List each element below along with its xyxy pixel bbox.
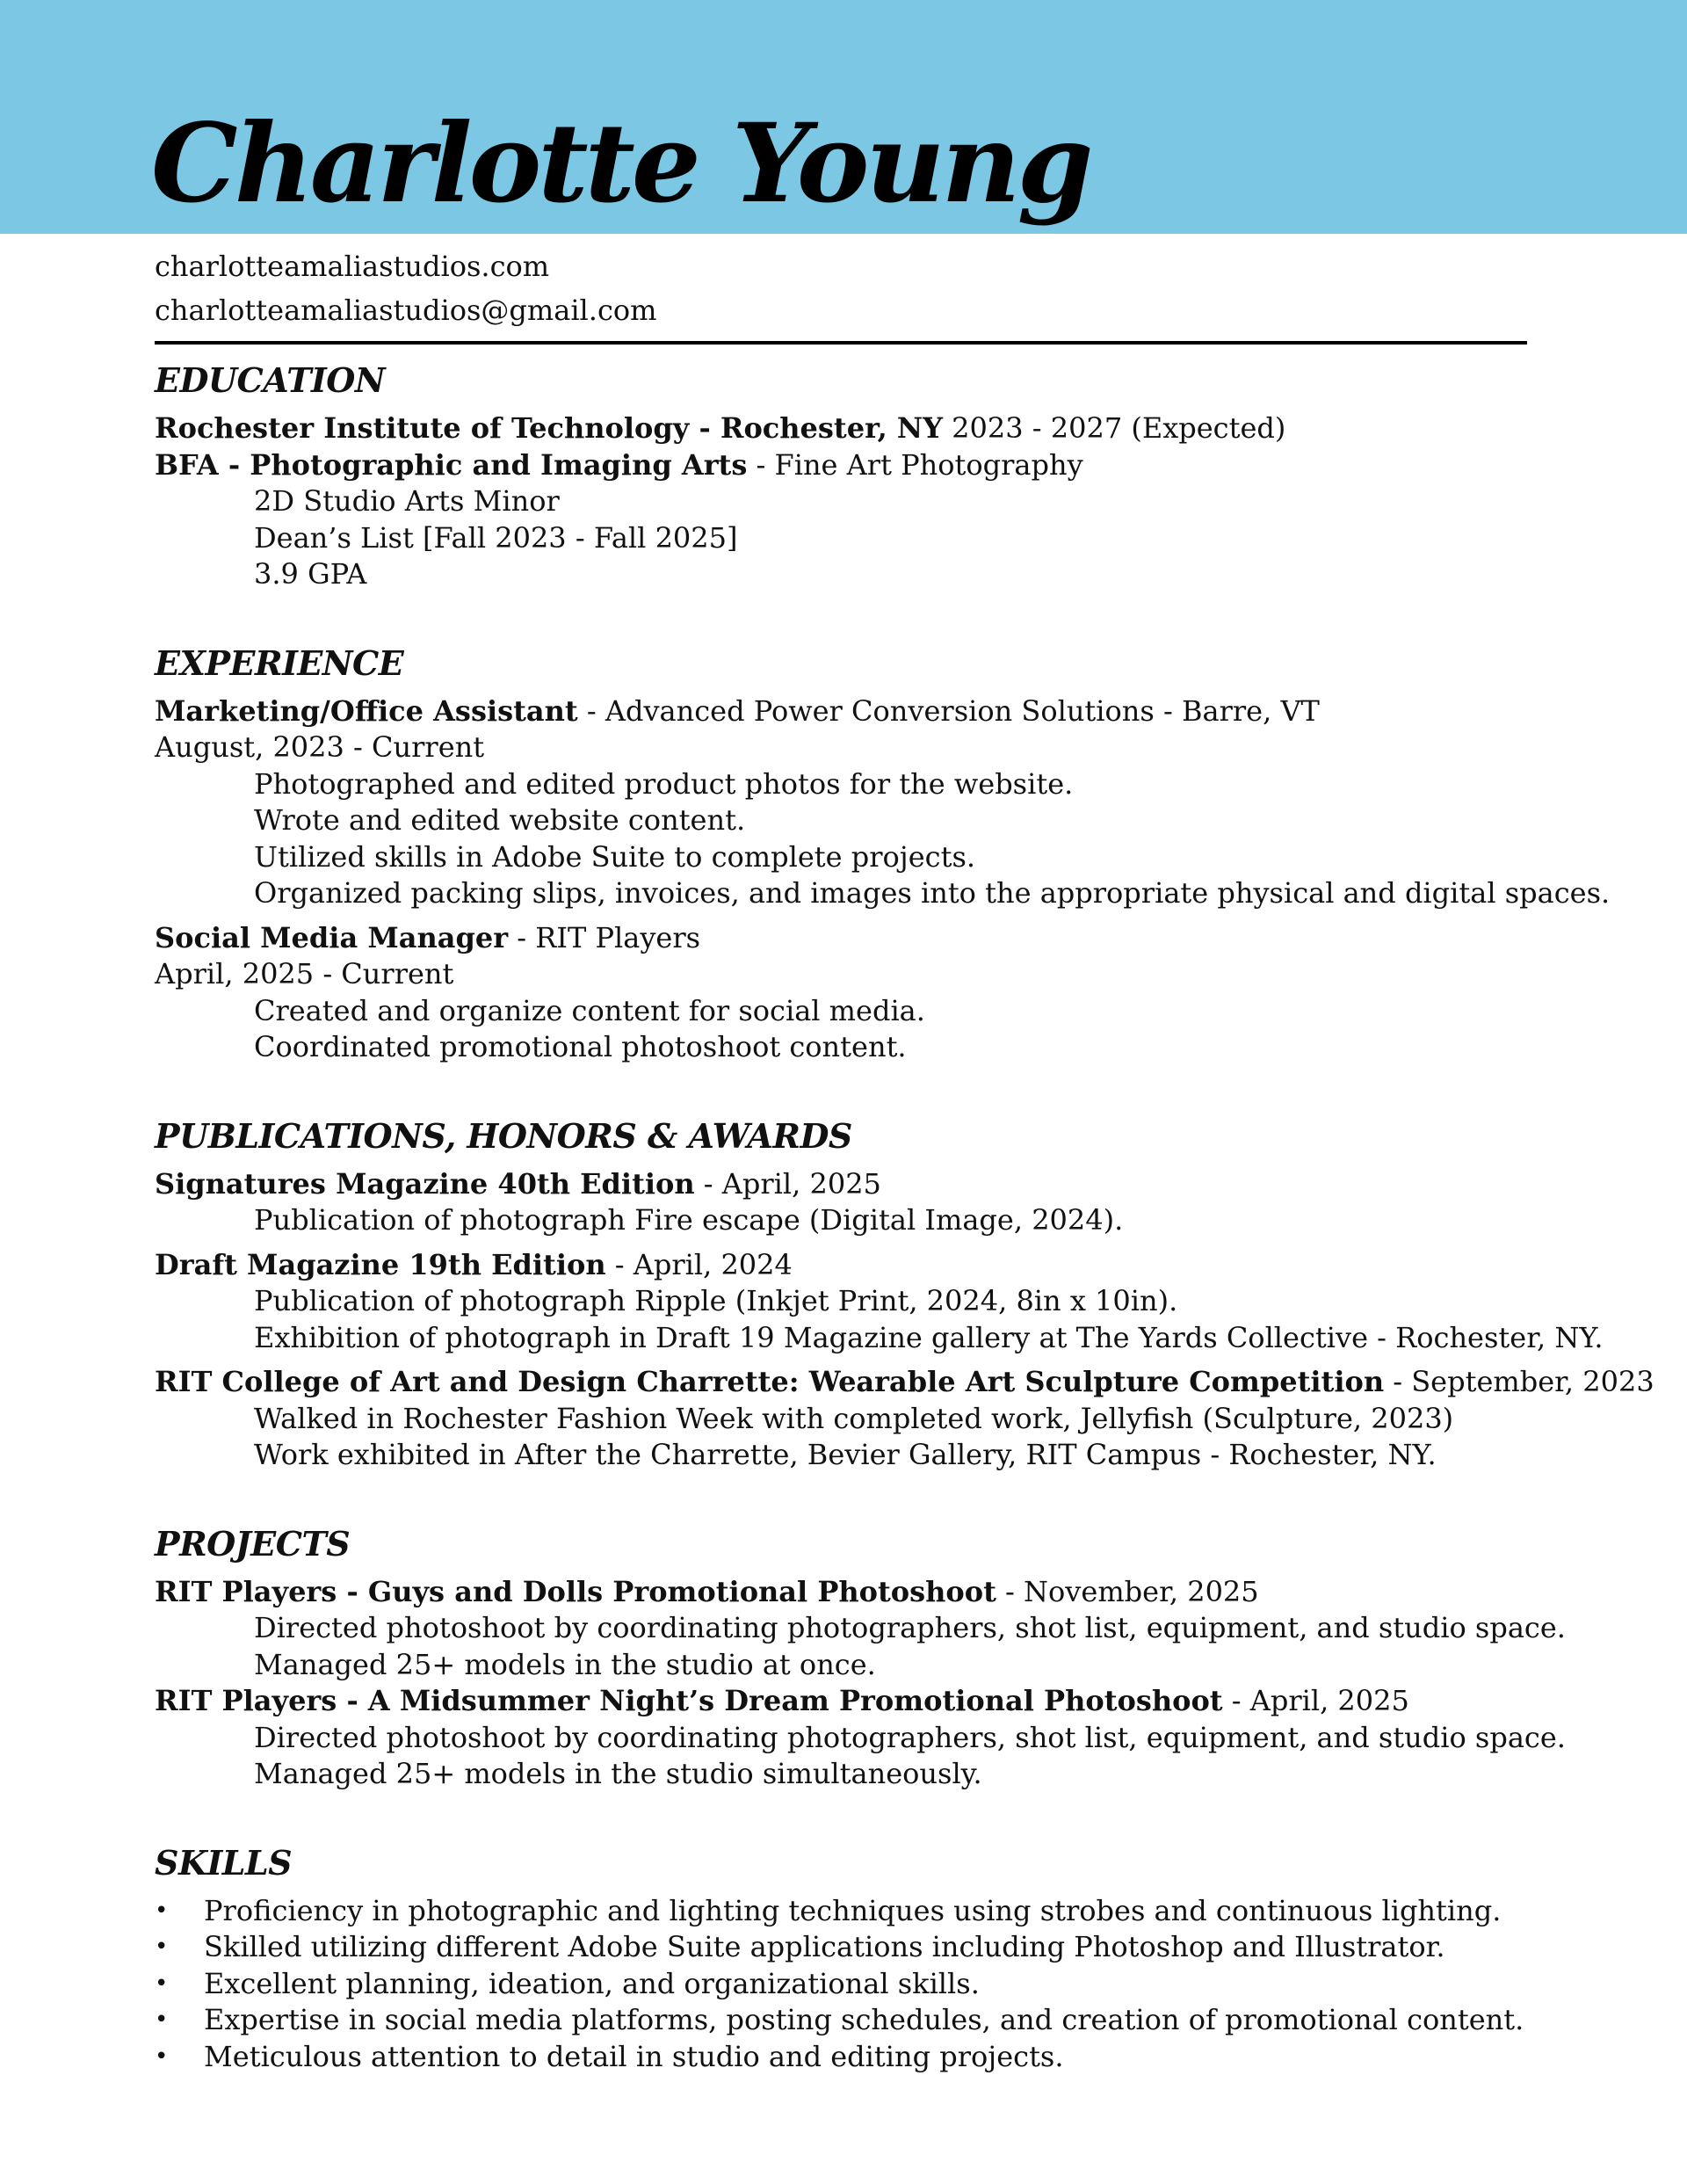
job-dates: April, 2025 - Current <box>155 957 454 990</box>
publication-date: - September, 2023 <box>1384 1365 1654 1398</box>
skill-item: • Meticulous attention to detail in studio and editing projects. <box>155 2039 1539 2076</box>
job-bullet: Photographed and edited product photos for the website. <box>254 766 1074 801</box>
publication-detail: Publication of photograph Ripple (Inkjet Print, 2024, 8in x 10in). <box>254 1284 1178 1317</box>
project-name: RIT Players - Guys and Dolls Promotional Photoshoot <box>155 1574 996 1608</box>
projects-section <box>155 1520 1566 1793</box>
skill-item: • Excellent planning, ideation, and organizational skills. <box>155 1966 1539 2003</box>
project-detail: Directed photoshoot by coordinating photographers, shot list, equipment, and studio space. <box>254 1611 1566 1644</box>
publications-section <box>155 1112 1654 1474</box>
project-detail: Directed photoshoot by coordinating photographers, shot list, equipment, and studio space. <box>254 1720 1566 1754</box>
skills-section <box>155 1839 1539 2076</box>
project-entry <box>155 1574 1566 1684</box>
job-bullet: Organized packing slips, invoices, and images into the appropriate physical and digital spaces. <box>254 876 1611 910</box>
project-date: - April, 2025 <box>1222 1684 1409 1717</box>
publication-date: - April, 2025 <box>694 1166 881 1201</box>
section-title: SKILLS <box>155 1842 293 1883</box>
degree-focus: - Fine Art Photography <box>747 447 1083 482</box>
job-role: Marketing/Office Assistant <box>155 693 578 728</box>
school-name: Rochester Institute of Technology - Rochester, NY <box>155 411 943 445</box>
degree-name: BFA - Photographic and Imaging Arts <box>155 447 748 482</box>
job-header <box>155 693 1539 730</box>
education-section <box>155 356 1539 593</box>
job-org: - Advanced Power Conversion Solutions - Barre, VT <box>577 693 1320 728</box>
job-entry <box>155 920 1539 1066</box>
contact-info <box>155 244 656 332</box>
job-bullet: Coordinated promotional photoshoot content. <box>254 1030 907 1063</box>
job-entry <box>155 693 1611 912</box>
job-bullet: Wrote and edited website content. <box>254 803 746 837</box>
publication-entry <box>155 1247 1604 1357</box>
skills-list <box>155 1893 1539 2076</box>
school-dates: 2023 - 2027 (Expected) <box>942 411 1286 445</box>
project-date: - November, 2025 <box>996 1574 1259 1608</box>
section-title: PUBLICATIONS, HONORS & AWARDS <box>155 1115 852 1156</box>
section-title: EXPERIENCE <box>155 642 404 683</box>
project-name: RIT Players - A Midsummer Night’s Dream Promotional Photoshoot <box>155 1684 1223 1717</box>
job-header <box>155 920 1539 957</box>
publication-header <box>155 1364 1654 1401</box>
job-bullet: Utilized skills in Adobe Suite to complete projects. <box>254 839 976 874</box>
applicant-name: Charlotte Young <box>151 100 1090 228</box>
skill-item: • Skilled utilizing different Adobe Suite applications including Photoshop and Illustrator. <box>155 1929 1539 1966</box>
education-detail: 2D Studio Arts Minor <box>254 484 560 518</box>
education-detail: Dean’s List [Fall 2023 - Fall 2025] <box>254 520 738 555</box>
job-dates: August, 2023 - Current <box>155 730 485 764</box>
website-link[interactable]: charlotteamaliastudios.com <box>155 250 550 283</box>
publication-detail: Publication of photograph Fire escape (Digital Image, 2024). <box>254 1203 1124 1237</box>
job-role: Social Media Manager <box>155 920 509 954</box>
section-title: PROJECTS <box>155 1523 351 1564</box>
job-org: - RIT Players <box>508 920 701 954</box>
publication-detail: Exhibition of photograph in Draft 19 Magazine gallery at The Yards Collective - Rochester, NY. <box>254 1320 1604 1354</box>
publication-entry <box>155 1166 1539 1239</box>
header-divider <box>155 341 1527 345</box>
publication-header <box>155 1166 1539 1203</box>
publication-header <box>155 1247 1539 1284</box>
publication-detail: Work exhibited in After the Charrette, Bevier Gallery, RIT Campus - Rochester, NY. <box>254 1438 1437 1471</box>
publication-name: Signatures Magazine 40th Edition <box>155 1166 695 1201</box>
skill-item: • Proficiency in photographic and lighting techniques using strobes and continuous lighting. <box>155 1893 1539 1930</box>
publication-name: RIT College of Art and Design Charrette: Wearable Art Sculpture Competition <box>155 1365 1385 1398</box>
project-entry <box>155 1683 1566 1793</box>
experience-section <box>155 639 1611 1066</box>
project-header <box>155 1574 1539 1611</box>
job-bullet: Created and organize content for social media. <box>254 993 925 1027</box>
project-detail: Managed 25+ models in the studio at once. <box>254 1647 876 1681</box>
publication-entry <box>155 1364 1654 1474</box>
school-line <box>155 410 1539 447</box>
project-header <box>155 1683 1539 1720</box>
publication-date: - April, 2024 <box>605 1247 793 1281</box>
publication-detail: Walked in Rochester Fashion Week with completed work, Jellyfish (Sculpture, 2023) <box>254 1401 1454 1435</box>
section-title: EDUCATION <box>155 360 386 400</box>
project-detail: Managed 25+ models in the studio simultaneously. <box>254 1757 982 1790</box>
email-link[interactable]: charlotteamaliastudios@gmail.com <box>155 294 657 327</box>
resume-body <box>155 356 1654 2121</box>
skill-item: • Expertise in social media platforms, posting schedules, and creation of promotional content. <box>155 2002 1539 2039</box>
education-detail: 3.9 GPA <box>254 557 367 591</box>
publication-name: Draft Magazine 19th Edition <box>155 1247 606 1281</box>
degree-line <box>155 447 1539 484</box>
